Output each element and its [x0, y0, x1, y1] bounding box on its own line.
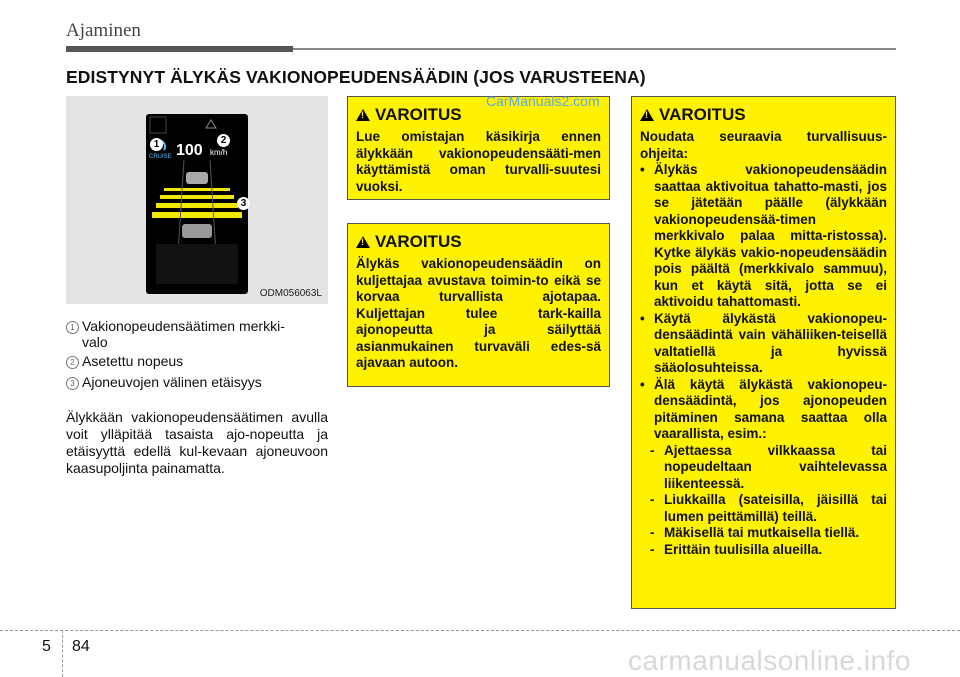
warning-triangle-icon — [640, 109, 654, 121]
own-car-icon — [182, 224, 212, 238]
warning-triangle-icon — [356, 109, 370, 121]
warning-list-3 — [640, 162, 887, 558]
list-subitem: - Ajettaessa vilkkaassa tai nopeudeltaan vaihtelevassa liikenteessä. — [640, 443, 887, 493]
watermark-top: CarManuals2.com — [486, 93, 600, 109]
speed-unit: km/h — [210, 148, 228, 157]
footer-divider — [0, 630, 960, 631]
warning-box-2 — [347, 223, 610, 387]
cluster-figure — [66, 96, 328, 304]
warning-text-1: Lue omistajan käsikirja ennen älykkään vakionopeudensääti-men käyttämistä oman turvalli-suutesi vuoksi. — [356, 129, 601, 194]
warning-heading-1: VAROITUS — [375, 105, 462, 124]
list-item: • Älykäs vakionopeudensäädin saattaa aktivoitua tahatto-masti, jos se jätetään päälle (älykkään vakionopeudensää-timen merkkivalo palaa mitta-ristossa). Kytke älykäs vakio-nopeudensäädin pois päältä (merkkivalo sammuu), kun et käytä sitä, jotta se ei aktivoidu tahattomasti. — [640, 162, 887, 311]
footer-page-number: 84 — [72, 638, 90, 655]
footer-divider-vertical — [62, 630, 63, 677]
footer-section-number: 5 — [42, 638, 51, 655]
legend-num-3: 3 — [66, 377, 79, 390]
legend-item-1 — [66, 318, 328, 350]
footer-watermark: carmanualsonline.info — [628, 645, 911, 676]
lead-car-icon — [186, 172, 208, 184]
legend-text-3: Ajoneuvojen välinen etäisyys — [82, 374, 262, 390]
warning-heading-2: VAROITUS — [375, 232, 462, 251]
callout-3: 3 — [237, 197, 250, 210]
header-bar-line — [293, 48, 896, 50]
callout-1: 1 — [150, 138, 163, 151]
list-subitem: - Mäkisellä tai mutkaisella tiellä. — [640, 525, 887, 542]
legend-text-1: Vakionopeudensäätimen merkki- — [82, 318, 285, 334]
legend-text-2: Asetettu nopeus — [82, 353, 184, 369]
legend-cont-1: valo — [82, 334, 108, 350]
legend-num-2: 2 — [66, 356, 79, 369]
warning-heading-3: VAROITUS — [659, 105, 746, 124]
body-paragraph: Älykkään vakionopeudensäätimen avulla voit ylläpitää tasaista ajo-nopeutta ja etäisyyttä edellä kul-kevaan ajoneuvoon kaasupoljinta painamatta. — [66, 409, 328, 476]
section-header: Ajaminen — [66, 20, 141, 41]
list-item: • Älä käytä älykästä vakionopeu-densäädintä, jos ajonopeuden pitäminen samana saattaa olla vaarallista, esim.: — [640, 377, 887, 443]
header-bar-dark — [66, 46, 293, 52]
callout-2: 2 — [217, 134, 230, 147]
warning-intro-3: Noudata seuraavia turvallisuus-ohjeita: — [640, 129, 887, 161]
warning-triangle-icon — [356, 236, 370, 248]
legend-num-1: 1 — [66, 321, 79, 334]
legend-item-3 — [66, 374, 328, 390]
list-subitem: - Erittäin tuulisilla alueilla. — [640, 542, 887, 559]
figure-code: ODM056063L — [259, 288, 322, 299]
warning-box-3 — [631, 96, 896, 609]
set-speed: 100 — [176, 142, 203, 159]
list-item: • Käytä älykästä vakionopeu-densäädintä vain vähäliiken-teisellä valtatiellä ja hyvissä sääolosuhteissa. — [640, 311, 887, 377]
legend-item-2 — [66, 353, 328, 369]
page-title: EDISTYNYT ÄLYKÄS VAKIONOPEUDENSÄÄDIN (JOS VARUSTEENA) — [66, 67, 646, 87]
list-subitem: - Liukkailla (sateisilla, jäisillä tai lumen peittämillä) teillä. — [640, 492, 887, 525]
warning-box-1 — [347, 96, 610, 200]
cruise-label: CRUISE — [149, 154, 172, 160]
warning-text-2: Älykäs vakionopeudensäädin on kuljettajaa avustava toimin-to eikä se korvaa turvallista ajotapaa. Kuljettajan tulee tark-kailla ajonopeutta ja säilyttää asianmukainen turvaväli edes-sä ajavaan autoon. — [356, 256, 601, 370]
